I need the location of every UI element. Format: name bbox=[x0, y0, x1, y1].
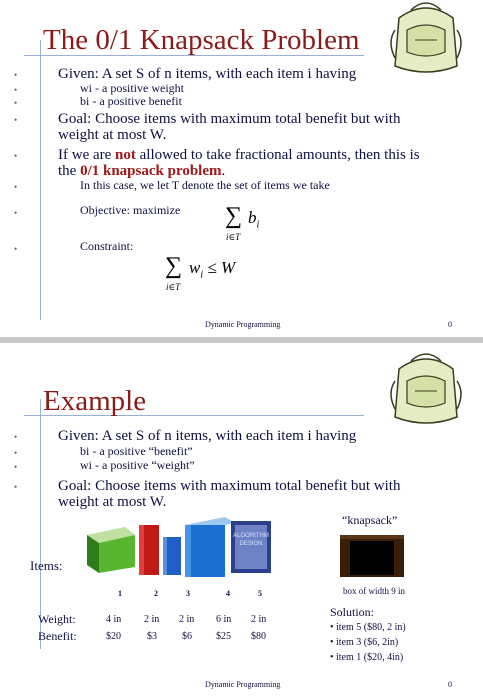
item-number: 3 bbox=[186, 589, 190, 598]
items-label: Items: bbox=[30, 558, 63, 573]
goal-text-line2: weight at most W. bbox=[58, 127, 167, 143]
bullet: • bbox=[14, 448, 18, 458]
bullet: • bbox=[14, 85, 18, 95]
slide-1 bbox=[0, 0, 483, 337]
bullet: • bbox=[14, 182, 18, 192]
slide-title: Example bbox=[43, 385, 147, 417]
bullet: • bbox=[14, 98, 18, 108]
given-text: Given: A set S of n items, with each item i having bbox=[58, 66, 357, 82]
page-number: 0 bbox=[448, 320, 452, 329]
sub-benefit-text: bi - a positive benefit bbox=[80, 94, 182, 108]
backpack-icon bbox=[385, 0, 467, 78]
weight-cell: 2 in bbox=[251, 614, 267, 625]
items-books-illustration bbox=[85, 515, 305, 581]
knapsack-label: “knapsack” bbox=[342, 513, 398, 527]
weight-term: $w_i \le W$ bbox=[189, 258, 236, 281]
fractional-text-line1: If we are not allowed to take fractional amounts, then this is bbox=[58, 147, 420, 163]
bullet: • bbox=[14, 70, 18, 80]
goal-text-line2: weight at most W. bbox=[58, 494, 167, 510]
benefit-label: Benefit: bbox=[38, 629, 77, 643]
bullet: • bbox=[14, 208, 18, 218]
book-4 bbox=[185, 517, 235, 577]
item-number: 4 bbox=[226, 589, 230, 598]
given-text: Given: A set S of n items, with each item i having bbox=[58, 428, 357, 444]
constraint-text: Constraint: bbox=[80, 239, 134, 253]
benefit-cell: $6 bbox=[182, 631, 192, 642]
solution-label: Solution: bbox=[330, 605, 375, 619]
knapsack-box bbox=[338, 531, 410, 581]
bullet: • bbox=[14, 151, 18, 161]
book-3 bbox=[163, 537, 181, 575]
solution-item: • item 3 ($6, 2in) bbox=[330, 637, 399, 648]
objective-text: Objective: maximize bbox=[80, 203, 181, 217]
set-t-text: In this case, we let T denote the set of items we take bbox=[80, 178, 330, 192]
weight-cell: 2 in bbox=[144, 614, 160, 625]
book-cover-text: ALGORITHM bbox=[233, 533, 269, 539]
weight-label: Weight: bbox=[38, 612, 76, 626]
sum-symbol: ∑ bbox=[225, 203, 243, 229]
bullet: • bbox=[14, 432, 18, 442]
item-number: 1 bbox=[118, 589, 122, 598]
sub-weight-text: wi - a positive weight bbox=[80, 81, 184, 95]
bullet: • bbox=[14, 115, 18, 125]
bullet: • bbox=[14, 244, 18, 254]
sub-benefit-text: bi - a positive “benefit” bbox=[80, 444, 193, 458]
book-cover-text: DESIGN bbox=[239, 541, 263, 547]
book-5 bbox=[231, 521, 271, 573]
slide-title: The 0/1 Knapsack Problem bbox=[43, 24, 360, 56]
fractional-text-line2: the 0/1 knapsack problem. bbox=[58, 163, 226, 179]
book-2 bbox=[139, 525, 159, 575]
item-number: 2 bbox=[154, 589, 158, 598]
page-number: 0 bbox=[448, 680, 452, 689]
sum-index: i∈T bbox=[166, 282, 181, 292]
benefit-cell: $3 bbox=[147, 631, 157, 642]
sum-symbol: ∑ bbox=[165, 253, 183, 279]
benefit-cell: $20 bbox=[106, 631, 121, 642]
benefit-cell: $25 bbox=[216, 631, 231, 642]
weight-cell: 2 in bbox=[179, 614, 195, 625]
goal-text-line1: Goal: Choose items with maximum total benefit but with bbox=[58, 478, 401, 494]
solution-item: • item 5 ($80, 2 in) bbox=[330, 622, 406, 633]
goal-text-line1: Goal: Choose items with maximum total benefit but with bbox=[58, 111, 401, 127]
bullet: • bbox=[14, 482, 18, 492]
sub-weight-text: wi - a positive “weight” bbox=[80, 458, 195, 472]
weight-cell: 6 in bbox=[216, 614, 232, 625]
slide-2 bbox=[0, 343, 483, 700]
solution-item: • item 1 ($20, 4in) bbox=[330, 652, 404, 663]
slide-accent-line bbox=[40, 40, 41, 320]
footer: Dynamic Programming bbox=[205, 680, 281, 689]
sum-index: i∈T bbox=[226, 232, 241, 242]
benefit-term: $b_i$ bbox=[248, 208, 260, 231]
backpack-icon bbox=[385, 351, 467, 429]
benefit-cell: $80 bbox=[251, 631, 266, 642]
box-label: box of width 9 in bbox=[343, 586, 405, 596]
book-1 bbox=[87, 527, 135, 573]
item-number: 5 bbox=[258, 589, 262, 598]
bullet: • bbox=[14, 462, 18, 472]
footer: Dynamic Programming bbox=[205, 320, 281, 329]
weight-cell: 4 in bbox=[106, 614, 122, 625]
